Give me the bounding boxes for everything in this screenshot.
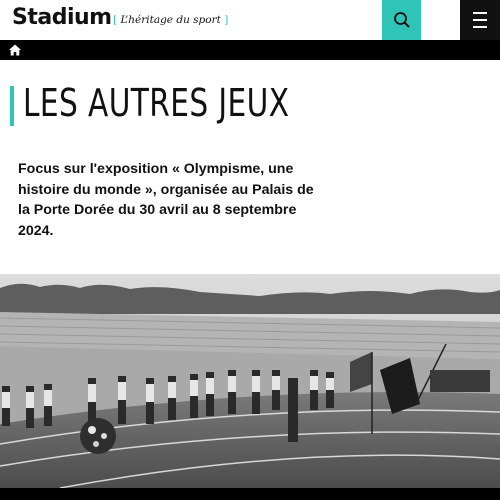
search-button[interactable] [382, 0, 421, 40]
title-accent-bar [10, 86, 14, 126]
menu-button[interactable] [460, 0, 500, 40]
hamburger-icon [473, 12, 487, 28]
site-logo[interactable]: Stadium [12, 5, 112, 30]
page-title: LES AUTRES JEUX [23, 81, 290, 125]
breadcrumb-bar [0, 40, 500, 60]
article-hero-image [0, 274, 500, 488]
site-header [0, 0, 500, 40]
historical-photo [0, 274, 500, 488]
bottom-bar [0, 488, 500, 500]
home-icon[interactable] [8, 43, 22, 57]
site-tagline: [ L’héritage du sport ] [113, 14, 229, 26]
article-intro: Focus sur l'exposition « Olympisme, une histoire du monde », organisée au Palais de la Porte Dorée du 30 avril au 8 septembre 2024. [18, 161, 314, 239]
search-icon [393, 11, 411, 29]
